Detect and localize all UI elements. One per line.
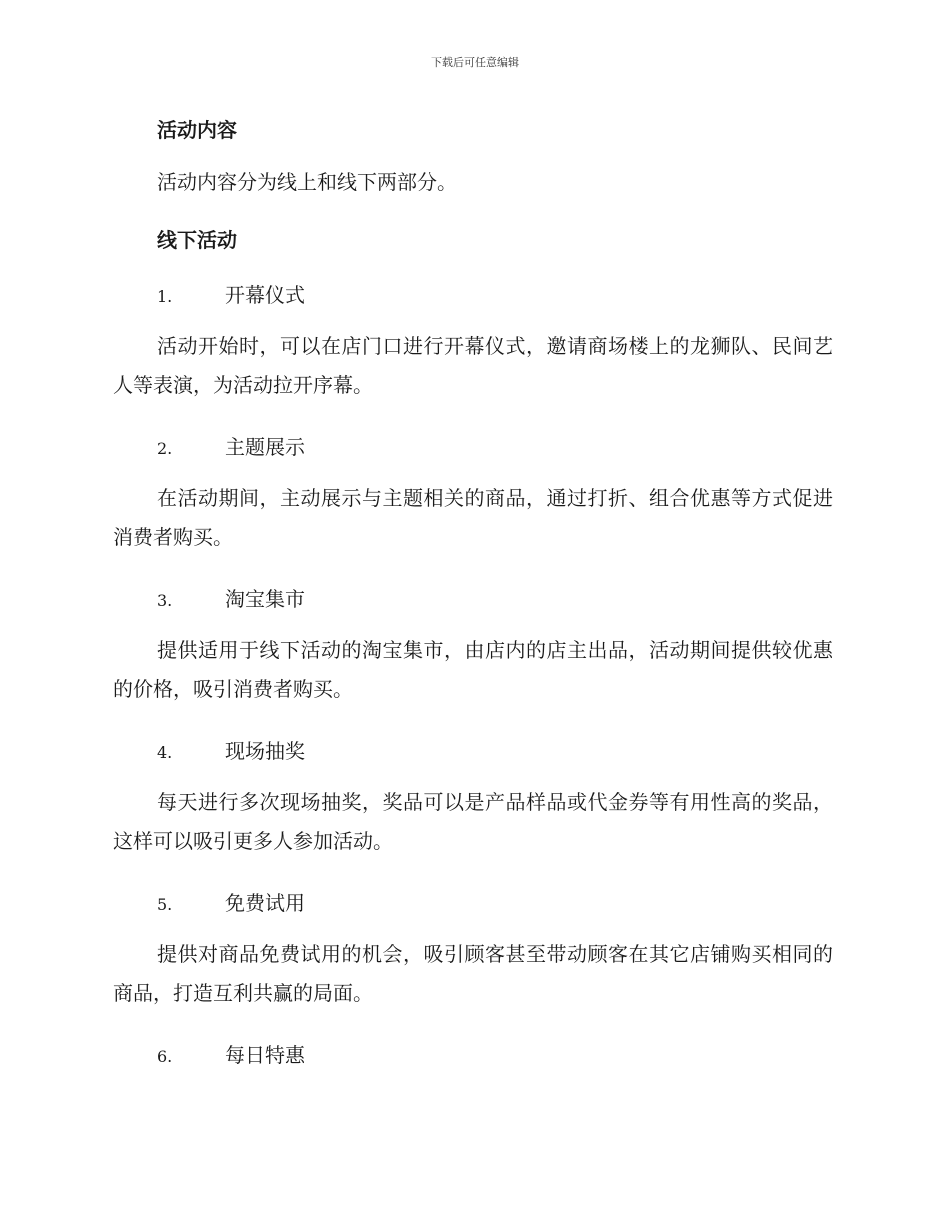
item-title: 主题展示 <box>225 435 305 459</box>
list-item-2 <box>157 431 305 460</box>
item-number: 4. <box>157 743 173 762</box>
item-number: 5. <box>157 895 173 914</box>
item-number: 6. <box>157 1047 173 1066</box>
page-header: 下载后可任意编辑 <box>431 56 519 69</box>
item-number: 3. <box>157 591 173 610</box>
item-title: 开幕仪式 <box>225 283 305 307</box>
section-title: 活动内容 <box>157 118 237 142</box>
item-number: 2. <box>157 439 173 458</box>
item-number: 1. <box>157 287 173 306</box>
subsection-title: 线下活动 <box>157 228 237 252</box>
item-title: 淘宝集市 <box>225 587 305 611</box>
list-item-6 <box>157 1039 305 1068</box>
list-item-4 <box>157 735 305 764</box>
list-item-3 <box>157 583 305 612</box>
item-description-2: 在活动期间，主动展示与主题相关的商品，通过打折、组合优惠等方式促进消费者购买。 <box>113 486 833 549</box>
item-description-5: 提供对商品免费试用的机会，吸引顾客甚至带动顾客在其它店铺购买相同的商品，打造互利共赢的局面。 <box>113 942 833 1005</box>
list-item-5 <box>157 887 305 916</box>
item-description-3: 提供适用于线下活动的淘宝集市，由店内的店主出品，活动期间提供较优惠的价格，吸引消费者购买。 <box>113 638 833 701</box>
item-title: 现场抽奖 <box>225 739 305 763</box>
item-description-1: 活动开始时，可以在店门口进行开幕仪式，邀请商场楼上的龙狮队、民间艺人等表演，为活动拉开序幕。 <box>113 334 833 397</box>
item-description-4: 每天进行多次现场抽奖，奖品可以是产品样品或代金券等有用性高的奖品，这样可以吸引更多人参加活动。 <box>113 790 833 853</box>
item-title: 每日特惠 <box>225 1043 305 1067</box>
intro-paragraph: 活动内容分为线上和线下两部分。 <box>157 170 457 194</box>
item-title: 免费试用 <box>225 891 305 915</box>
list-item-1 <box>157 279 305 308</box>
